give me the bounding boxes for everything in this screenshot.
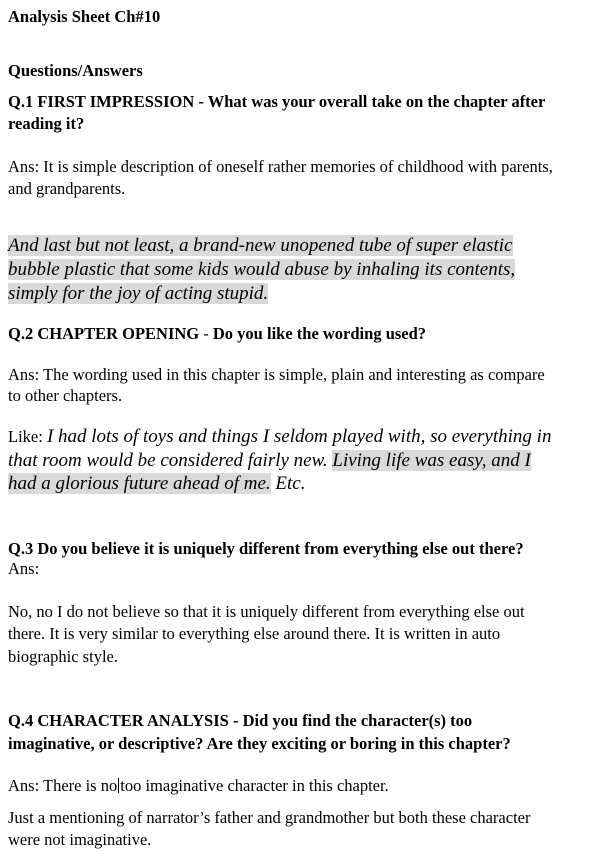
sheet-title: Analysis Sheet Ch#10	[8, 7, 161, 26]
q1-quote-line-3	[8, 282, 268, 306]
q2-example-line-3	[8, 472, 305, 496]
q4-answer-text: too imaginative character in this chapter.	[120, 776, 389, 795]
q2-answer-line-1: Ans: The wording used in this chapter is simple, plain and interesting as compare	[8, 365, 545, 384]
q3-answer-line-2: there. It is very similar to everything else around there. It is written in auto	[8, 624, 501, 643]
q2-example-text: that room would be considered fairly new.	[8, 450, 333, 471]
q3-answer-line-1: No, no I do not believe so that it is uniquely different from everything else out	[8, 602, 525, 621]
q4-question-line-2: imaginative, or descriptive? Are they exciting or boring in this chapter?	[8, 734, 511, 753]
q3-question: Q.3 Do you believe it is uniquely different from everything else out there?	[8, 539, 524, 558]
q4-answer-line-3: were not imaginative.	[8, 830, 152, 849]
q2-answer-line-2: to other chapters.	[8, 386, 123, 405]
section-heading: Questions/Answers	[8, 61, 143, 80]
q2-question-text: Do you like the wording used?	[212, 324, 427, 343]
q2-example-line-2	[8, 449, 531, 473]
q1-quote-line-1	[8, 234, 513, 258]
q1-question-line-2: reading it?	[8, 114, 85, 133]
q2-label: Q.2 CHAPTER OPENING	[8, 324, 200, 343]
q3-answer-label: Ans:	[8, 559, 40, 578]
q1-quote-line-2	[8, 258, 515, 282]
q1-question-text: - What was your overall take on the chapter after	[194, 92, 546, 111]
q1-label: Q.1 FIRST IMPRESSION	[8, 92, 195, 111]
q2-example-etc: Etc.	[270, 473, 306, 494]
highlight: Living life was easy, and I	[332, 450, 531, 471]
highlight: had a glorious future ahead of me.	[8, 473, 271, 494]
q4-question-text: - Did you find the character(s) too	[228, 711, 473, 730]
q1-answer-line-1: Ans: It is simple description of oneself rather memories of childhood with parents,	[8, 157, 553, 176]
q4-answer-line-2: Just a mentioning of narrator’s father and grandmother but both these character	[8, 808, 531, 827]
q4-answer-text: Ans: There is no	[8, 776, 118, 795]
highlight: bubble plastic that some kids would abuse by inhaling its contents,	[8, 259, 516, 280]
q2-example-text: I had lots of toys and things I seldom played with, so everything in	[46, 426, 552, 447]
highlight: And last but not least, a brand-new unopened tube of super elastic	[8, 235, 513, 256]
q4-label: Q.4 CHARACTER ANALYSIS	[8, 711, 229, 730]
q3-answer-line-3: biographic style.	[8, 647, 118, 666]
q2-question-line	[8, 323, 426, 345]
highlight: simply for the joy of acting stupid.	[8, 283, 269, 304]
q1-question-line-1	[8, 91, 545, 113]
q1-answer-line-2: and grandparents.	[8, 179, 126, 198]
q2-example-line-1	[8, 425, 551, 449]
q4-question-line-1	[8, 710, 472, 732]
q2-separator: -	[199, 324, 213, 343]
like-prefix: Like:	[8, 427, 47, 446]
q4-answer-line-1	[8, 775, 389, 797]
